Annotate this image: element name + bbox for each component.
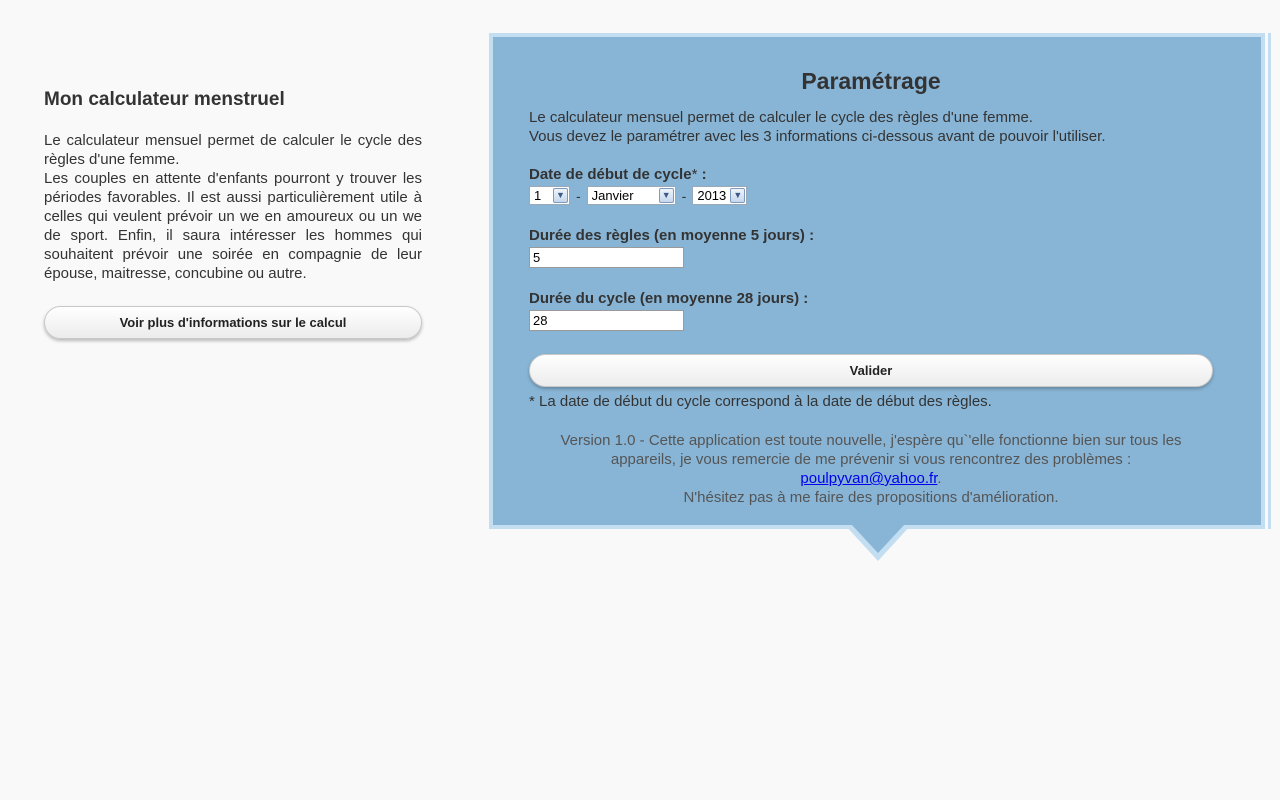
more-info-button[interactable]: Voir plus d'informations sur le calcul [44,306,422,339]
sidebar-description: Le calculateur mensuel permet de calculer le cycle des règles d'une femme. Les couples en attente d'enfants pourront y trouver les périodes favorables. Il est aussi particulièrement utile à celles qui veulent prévoir un we en amoureux ou un we de sport. Enfin, il saura intéresser les hommes qui souhaitent prévoir une soirée en compagnie de leur épouse, maitresse, concubine ou autre. [44,132,422,282]
panel-intro [529,108,1213,146]
version-text: Version 1.0 - Cette application est toute nouvelle, j'espère qu`'elle fonctionne bien sur tous les appareils, je vous remercie de me prévenir si vous rencontrez des problèmes : [560,432,1182,468]
label-colon: : [697,166,707,183]
sidebar-title: Mon calculateur menstruel [44,89,285,110]
chevron-down-icon[interactable]: ▼ [553,188,568,203]
footnote: * La date de début du cycle correspond à la date de début des règles. [529,393,992,410]
improvement-text: N'hésitez pas à me faire des propositions d'amélioration. [683,489,1059,506]
date-separator: - [681,187,687,204]
chevron-down-icon[interactable]: ▼ [659,188,674,203]
required-star: * [691,166,698,183]
intro-line-1: Le calculateur mensuel permet de calculer le cycle des règles d'une femme. [529,109,1033,126]
version-info [529,431,1213,507]
period-duration-label: Durée des règles (en moyenne 5 jours) : [529,227,815,244]
year-select-value: 2013 [697,188,727,203]
panel-title: Paramétrage [801,68,941,94]
day-select[interactable] [529,186,570,205]
cycle-start-date-row [529,186,1213,205]
settings-panel [489,33,1265,529]
date-separator: - [576,187,581,204]
panel-pointer-fill [851,524,905,553]
email-suffix: . [937,470,942,487]
day-select-value: 1 [534,188,542,203]
email-link[interactable]: poulpyvan@yahoo.fr [800,470,938,487]
panel-edge [1268,33,1271,529]
validate-button[interactable]: Valider [529,354,1213,387]
chevron-down-icon[interactable]: ▼ [730,188,745,203]
cycle-start-date-label-text: Date de début de cycle [529,166,692,183]
cycle-start-date-label [529,165,1213,184]
intro-line-2: Vous devez le paramétrer avec les 3 informations ci-dessous avant de pouvoir l'utiliser. [529,128,1106,145]
cycle-duration-input[interactable] [529,310,684,331]
period-duration-input[interactable] [529,247,684,268]
cycle-duration-label: Durée du cycle (en moyenne 28 jours) : [529,290,809,307]
month-select[interactable] [587,186,676,205]
month-select-value: Janvier [591,188,634,203]
year-select[interactable] [692,186,747,205]
intro-sidebar [44,88,422,339]
